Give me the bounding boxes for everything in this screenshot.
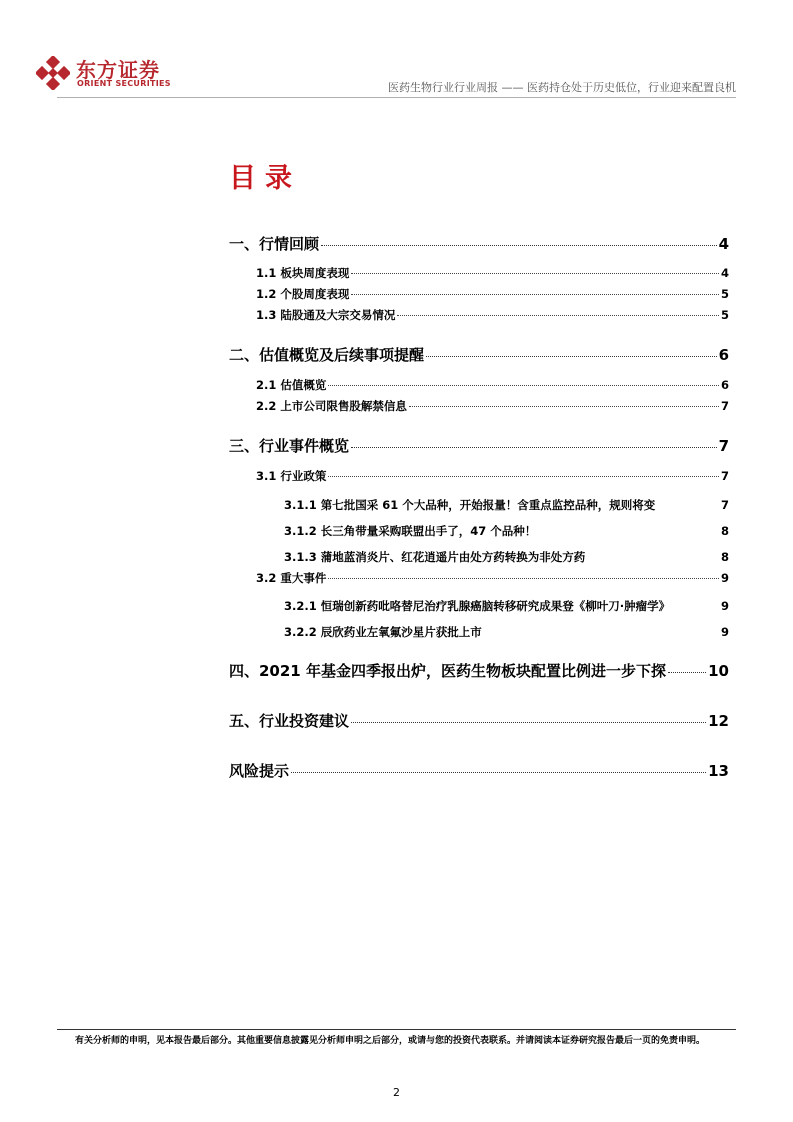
toc-entry-page: 4 — [720, 266, 729, 280]
toc-entry-page: 4 — [718, 235, 729, 253]
toc-entry-page: 7 — [720, 399, 729, 413]
toc-entry[interactable] — [229, 435, 729, 456]
toc-entry-page: 12 — [708, 712, 729, 730]
toc-entry-text: 3.2.2 辰欣药业左氧氟沙星片获批上市 — [284, 625, 482, 639]
toc-entry[interactable] — [229, 760, 729, 781]
toc-entry-text: 2.1 估值概览 — [256, 378, 327, 392]
toc-entry-text: 1.2 个股周度表现 — [256, 287, 350, 301]
toc-entry[interactable] — [284, 598, 729, 614]
toc-leader-dots — [328, 385, 719, 386]
toc-entry[interactable] — [256, 398, 729, 414]
toc-leader-dots — [426, 356, 717, 357]
page-number: 2 — [393, 1086, 400, 1099]
toc-entry-text: 3.1.1 第七批国采 61 个大品种，开始报量！含重点监控品种，规则将变 — [284, 498, 656, 512]
toc-entry-text: 3.1.2 长三角带量采购联盟出手了，47 个品种！ — [284, 524, 537, 538]
toc-entry[interactable] — [284, 549, 729, 565]
toc-entry[interactable] — [256, 570, 729, 586]
toc-entry-page: 5 — [720, 308, 729, 322]
toc-entry[interactable] — [256, 307, 729, 323]
toc-entry-text: 二、估值概览及后续事项提醒 — [229, 346, 425, 364]
toc-entry[interactable] — [256, 286, 729, 302]
toc-entry[interactable] — [256, 468, 729, 484]
toc-leader-dots — [351, 294, 719, 295]
toc-entry-text: 3.1.3 蒲地蓝消炎片、红花逍遥片由处方药转换为非处方药 — [284, 550, 586, 564]
footer-divider — [57, 1029, 736, 1030]
toc-leader-dots — [291, 772, 706, 773]
toc-leader-dots — [351, 273, 719, 274]
toc-entry-text: 3.2.1 恒瑞创新药吡咯替尼治疗乳腺癌脑转移研究成果登《柳叶刀·肿瘤学》 — [284, 599, 671, 613]
toc-entry-text: 风险提示 — [229, 762, 290, 780]
toc-title: 目录 — [229, 163, 301, 194]
toc-entry[interactable] — [229, 710, 729, 731]
orient-securities-logo-icon — [36, 56, 70, 90]
toc-entry-page: 7 — [720, 498, 729, 512]
report-title: 医药生物行业行业周报 —— 医药持仓处于历史低位，行业迎来配置良机 — [388, 81, 736, 94]
toc-entry[interactable] — [229, 344, 729, 365]
toc-leader-dots — [668, 672, 706, 673]
toc-entry-text: 1.3 陆股通及大宗交易情况 — [256, 308, 396, 322]
toc-entry-text: 2.2 上市公司限售股解禁信息 — [256, 399, 407, 413]
toc-entry[interactable] — [229, 233, 729, 254]
toc-leader-dots — [328, 476, 719, 477]
logo-english-name: ORIENT SECURITIES — [77, 79, 171, 88]
toc-entry[interactable] — [284, 624, 729, 640]
toc-leader-dots — [328, 578, 719, 579]
toc-entry-page: 10 — [708, 662, 729, 680]
toc-leader-dots — [409, 406, 719, 407]
logo-chinese-name: 东方证券 — [76, 58, 160, 82]
toc-entry-text: 一、行情回顾 — [229, 235, 320, 253]
toc-entry-page: 5 — [720, 287, 729, 301]
header-divider — [57, 97, 736, 98]
footer-disclaimer: 有关分析师的申明，见本报告最后部分。其他重要信息披露见分析师申明之后部分，或请与您的投资代表联系。并请阅读本证券研究报告最后一页的免责申明。 — [75, 1036, 706, 1046]
toc-entry-text: 三、行业事件概览 — [229, 437, 350, 455]
toc-entry[interactable] — [229, 660, 729, 681]
toc-entry[interactable] — [284, 523, 729, 539]
toc-entry-page: 8 — [720, 550, 729, 564]
toc-entry-text: 3.2 重大事件 — [256, 571, 327, 585]
toc-entry-page: 9 — [720, 571, 729, 585]
toc-entry[interactable] — [256, 377, 729, 393]
toc-entry-page: 7 — [718, 437, 729, 455]
toc-entry-page: 9 — [720, 599, 729, 613]
toc-entry-page: 9 — [720, 625, 729, 639]
toc-entry-page: 6 — [718, 346, 729, 364]
toc-entry-page: 7 — [720, 469, 729, 483]
toc-entry-page: 8 — [720, 524, 729, 538]
toc-entry-page: 6 — [720, 378, 729, 392]
toc-entry-text: 四、2021 年基金四季报出炉，医药生物板块配置比例进一步下探 — [229, 662, 666, 680]
toc-entry[interactable] — [256, 265, 729, 281]
toc-leader-dots — [321, 245, 717, 246]
toc-entry[interactable] — [284, 497, 729, 513]
toc-entry-text: 五、行业投资建议 — [229, 712, 350, 730]
toc-leader-dots — [397, 315, 719, 316]
toc-leader-dots — [351, 447, 717, 448]
toc-entry-text: 3.1 行业政策 — [256, 469, 327, 483]
toc-entry-text: 1.1 板块周度表现 — [256, 266, 350, 280]
toc-entry-page: 13 — [708, 762, 729, 780]
toc-leader-dots — [351, 722, 706, 723]
